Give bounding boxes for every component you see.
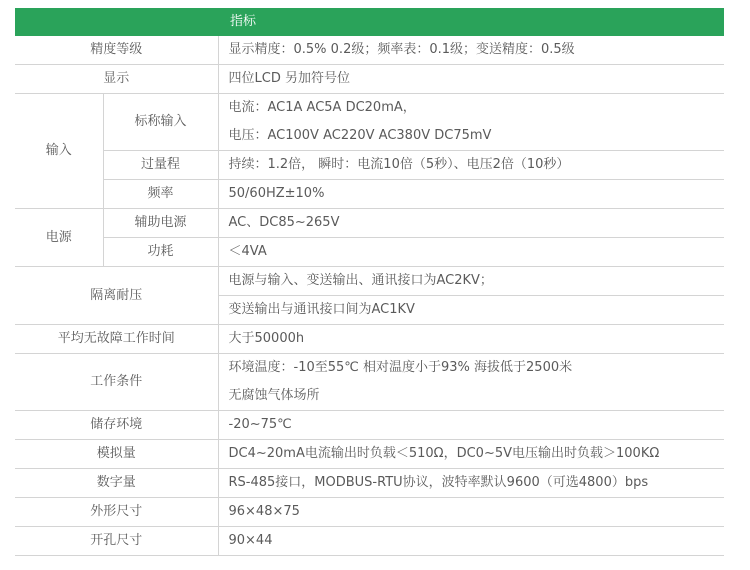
table-row [15,209,724,238]
table-row [15,440,724,469]
row-label-input: 输入 [15,94,103,209]
row-value-mtbf: 大于50000h [218,325,724,354]
header-label-cell [15,8,218,36]
row-label-precision: 精度等级 [15,36,218,65]
row-value-display: 四位LCD 另加符号位 [218,65,724,94]
row-value-cutout: 90×44 [218,527,724,556]
table-row [15,498,724,527]
row-value-consumption: ＜4VA [218,238,724,267]
table-row [15,267,724,296]
row-label-power: 电源 [15,209,103,267]
row-value-conditions-2: 无腐蚀气体场所 [218,382,724,411]
row-value-analog: DC4~20mA电流输出时负载＜510Ω，DC0~5V电压输出时负载＞100KΩ [218,440,724,469]
row-value-precision: 显示精度：0.5% 0.2级；频率表：0.1级；变送精度：0.5级 [218,36,724,65]
row-value-isolation-2: 变送输出与通讯接口间为AC1KV [218,296,724,325]
table-row [15,238,724,267]
row-label-dimensions: 外形尺寸 [15,498,218,527]
row-sublabel-overload: 过量程 [103,151,218,180]
row-value-aux-power: AC、DC85~265V [218,209,724,238]
row-sublabel-frequency: 频率 [103,180,218,209]
header-value-cell: 指标 [218,8,724,36]
table-row [15,94,724,123]
row-value-frequency: 50/60HZ±10% [218,180,724,209]
row-label-digital: 数字量 [15,469,218,498]
spec-table [15,8,724,556]
table-row [15,527,724,556]
table-row [15,411,724,440]
row-label-analog: 模拟量 [15,440,218,469]
table-row [15,65,724,94]
table-row [15,325,724,354]
table-row [15,151,724,180]
row-value-digital: RS-485接口，MODBUS-RTU协议，波特率默认9600（可选4800）bps [218,469,724,498]
row-value-isolation-1: 电源与输入、变送输出、通讯接口为AC2KV； [218,267,724,296]
row-label-conditions: 工作条件 [15,354,218,411]
spec-table-container [15,8,724,556]
row-label-mtbf: 平均无故障工作时间 [15,325,218,354]
row-label-display: 显示 [15,65,218,94]
row-value-nominal-voltage: 电压：AC100V AC220V AC380V DC75mV [218,122,724,151]
row-label-cutout: 开孔尺寸 [15,527,218,556]
row-sublabel-nominal: 标称输入 [103,94,218,151]
row-value-storage: -20~75℃ [218,411,724,440]
row-value-dimensions: 96×48×75 [218,498,724,527]
table-row [15,354,724,383]
row-sublabel-consumption: 功耗 [103,238,218,267]
table-row [15,469,724,498]
row-value-conditions-1: 环境温度：-10至55℃ 相对温度小于93% 海拔低于2500米 [218,354,724,383]
row-label-storage: 储存环境 [15,411,218,440]
row-value-overload: 持续：1.2倍， 瞬时：电流10倍（5秒）、电压2倍（10秒） [218,151,724,180]
row-label-isolation: 隔离耐压 [15,267,218,325]
row-value-nominal-current: 电流：AC1A AC5A DC20mA， [218,94,724,123]
table-row [15,180,724,209]
row-sublabel-aux-power: 辅助电源 [103,209,218,238]
table-header-row [15,8,724,36]
table-row [15,36,724,65]
